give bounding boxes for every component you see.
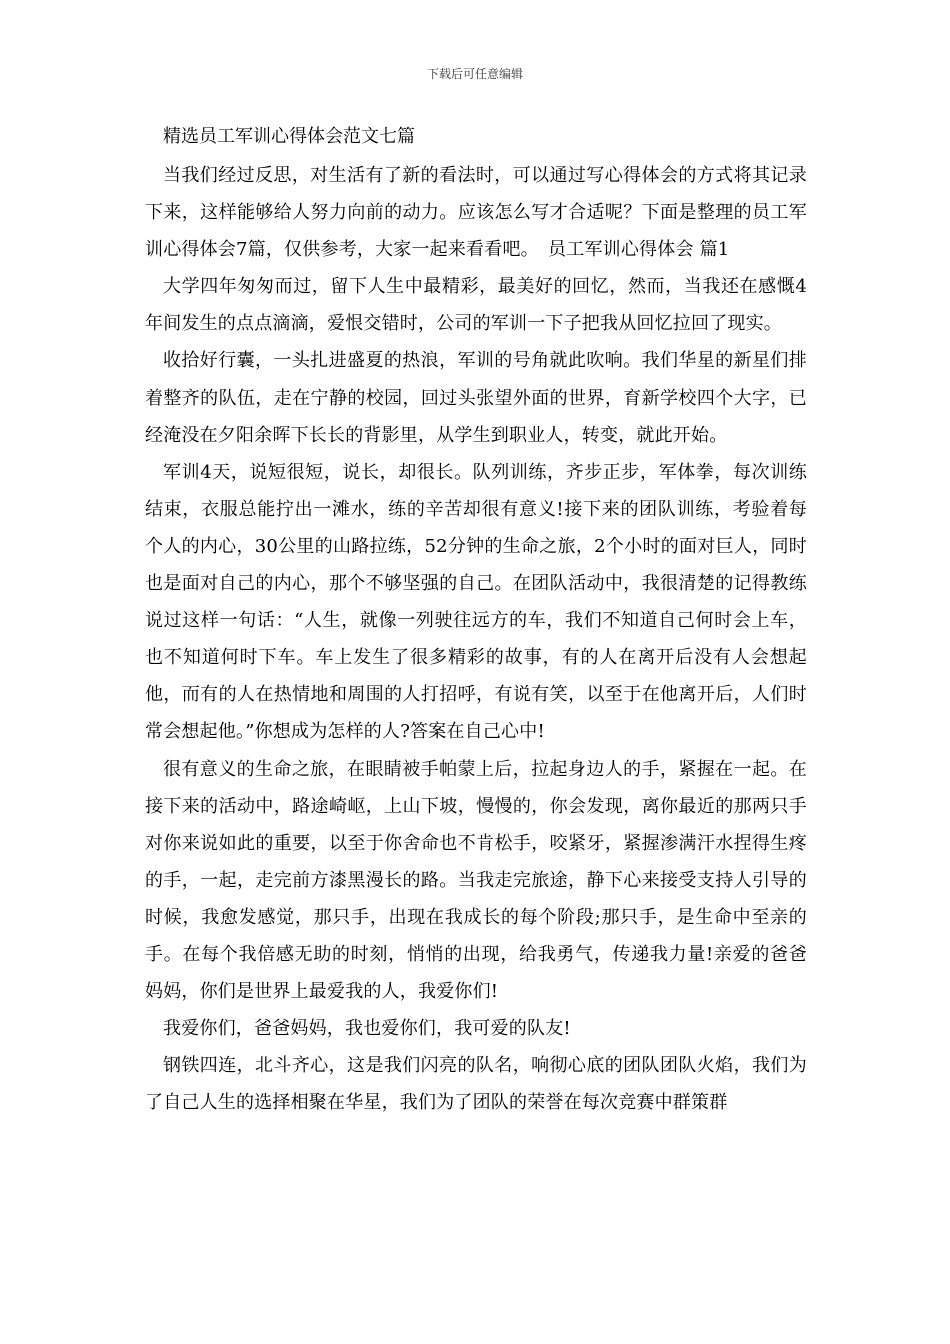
paragraph: 军训4天，说短很短，说长，却很长。队列训练，齐步正步，军体拳，每次训练结束，衣服总能拧出一滩水，练的辛苦却很有意义!接下来的团队训练，考验着每个人的内心，30公里的山路拉练，52分钟的生命之旅，2个小时的面对巨人，同时也是面对自己的内心，那个不够坚强的自己。在团队活动中，我很清楚的记得教练说过这样一句话：“人生，就像一列驶往远方的车，我们不知道自己何时会上车，也不知道何时下车。车上发生了很多精彩的故事，有的人在离开后没有人会想起他，而有的人在热情地和周围的人打招呼，有说有笑，以至于在他离开后，人们时常会想起他。”你想成为怎样的人?答案在自己心中! — [145, 461, 807, 743]
paragraph: 我爱你们，爸爸妈妈，我也爱你们，我可爱的队友! — [163, 1018, 571, 1040]
paragraph-intro: 当我们经过反思，对生活有了新的看法时，可以通过写心得体会的方式将其记录下来，这样能够给人努力向前的动力。应该怎么写才合适呢？下面是整理的员工军训心得体会7篇，仅供参考，大家一起来看看吧。 员工军训心得体会 篇1 — [145, 165, 807, 261]
document-title: 精选员工军训心得体会范文七篇 — [163, 126, 415, 147]
paragraph: 收拾好行囊，一头扎进盛夏的热浪，军训的号角就此吹响。我们华星的新星们排着整齐的队伍，走在宁静的校园，回过头张望外面的世界，育新学校四个大字，已经淹没在夕阳余晖下长长的背影里，从学生到职业人，转变，就此开始。 — [145, 350, 807, 446]
paragraph: 钢铁四连，北斗齐心，这是我们闪亮的队名，响彻心底的团队团队火焰，我们为了自己人生的选择相聚在华星，我们为了团队的荣誉在每次竞赛中群策群 — [145, 1055, 807, 1114]
paragraph: 大学四年匆匆而过，留下人生中最精彩，最美好的回忆，然而，当我还在感慨4年间发生的点点滴滴，爱恨交错时，公司的军训一下子把我从回忆拉回了现实。 — [145, 276, 807, 335]
paragraph: 很有意义的生命之旅，在眼睛被手帕蒙上后，拉起身边人的手，紧握在一起。在接下来的活动中，路途崎岖，上山下坡，慢慢的，你会发现，离你最近的那两只手对你来说如此的重要，以至于你舍命也不肯松手，咬紧牙，紧握渗满汗水捏得生疼的手，一起，走完前方漆黑漫长的路。当我走完旅途，静下心来接受支持人引导的时候，我愈发感觉，那只手，出现在我成长的每个阶段;那只手，是生命中至亲的手。在每个我倍感无助的时刻，悄悄的出现，给我勇气，传递我力量!亲爱的爸爸妈妈，你们是世界上最爱我的人，我爱你们! — [145, 758, 807, 1003]
document-body — [145, 157, 807, 1121]
page-header: 下载后可任意编辑 — [426, 67, 523, 81]
